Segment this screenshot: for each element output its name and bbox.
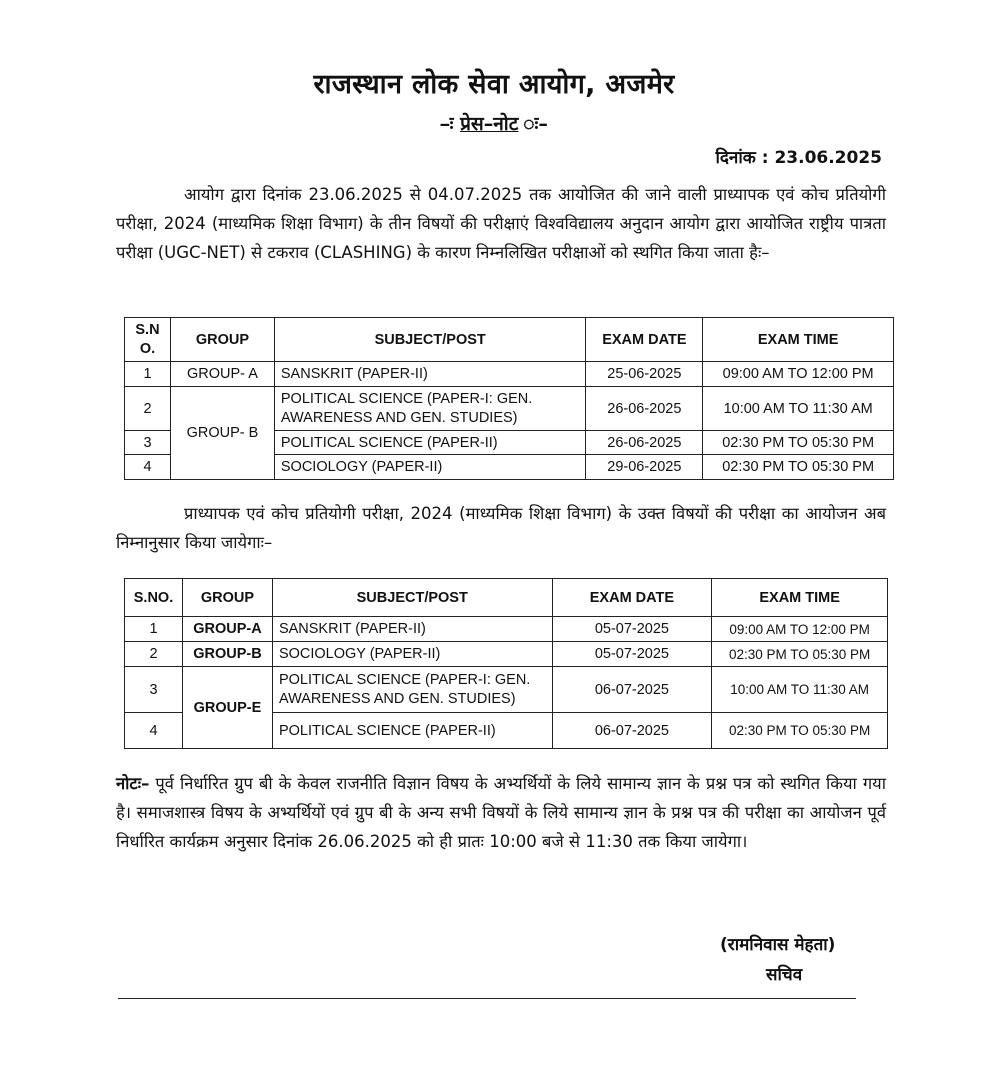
- cell-subject: SANSKRIT (PAPER-II): [272, 617, 552, 642]
- cell-sno: 2: [125, 642, 183, 667]
- cell-sno: 4: [125, 713, 183, 749]
- cell-sno: 3: [125, 431, 171, 455]
- cell-time: 02:30 PM TO 05:30 PM: [712, 642, 888, 667]
- cell-group: GROUP-E: [182, 667, 272, 749]
- cell-group: GROUP-B: [182, 642, 272, 667]
- signatory-designation: सचिव: [766, 965, 803, 985]
- cell-date: 29-06-2025: [586, 455, 703, 480]
- col-header-subject: SUBJECT/POST: [272, 579, 552, 617]
- note-label: नोटः–: [116, 774, 150, 793]
- col-header-sno: S.NO.: [125, 579, 183, 617]
- commission-title: राजस्थान लोक सेवा आयोग, अजमेर: [313, 69, 675, 100]
- cell-sno: 3: [125, 667, 183, 713]
- cell-time: 09:00 AM TO 12:00 PM: [703, 362, 894, 387]
- table-row: [125, 387, 894, 431]
- cell-sno: 2: [125, 387, 171, 431]
- cell-date: 26-06-2025: [586, 387, 703, 431]
- note-paragraph: [116, 769, 886, 856]
- col-header-date: EXAM DATE: [586, 318, 703, 362]
- cell-time: 09:00 AM TO 12:00 PM: [712, 617, 888, 642]
- heading-text: प्रेस–नोट: [460, 113, 519, 135]
- cell-subject: POLITICAL SCIENCE (PAPER-II): [274, 431, 586, 455]
- table-header-row: [125, 579, 888, 617]
- signatory-name: (रामनिवास मेहता): [720, 935, 836, 955]
- press-note-date: [715, 145, 882, 168]
- cell-subject: SANSKRIT (PAPER-II): [274, 362, 586, 387]
- cell-time: 02:30 PM TO 05:30 PM: [712, 713, 888, 749]
- cell-subject: POLITICAL SCIENCE (PAPER-I: GEN. AWARENESS AND GEN. STUDIES): [274, 387, 586, 431]
- col-header-subject: SUBJECT/POST: [274, 318, 586, 362]
- cell-date: 06-07-2025: [552, 667, 712, 713]
- cell-group: GROUP-A: [182, 617, 272, 642]
- reschedule-paragraph: प्राध्यापक एवं कोच प्रतियोगी परीक्षा, 2024 (माध्यमिक शिक्षा विभाग) के उक्त विषयों की परीक्षा का आयोजन अब निम्नानुसार किया जायेगाः–: [116, 504, 886, 552]
- cell-sno: 1: [125, 617, 183, 642]
- cell-subject: SOCIOLOGY (PAPER-II): [274, 455, 586, 480]
- cell-subject: SOCIOLOGY (PAPER-II): [272, 642, 552, 667]
- cell-sno: 1: [125, 362, 171, 387]
- cell-subject: POLITICAL SCIENCE (PAPER-I: GEN. AWARENESS AND GEN. STUDIES): [272, 667, 552, 713]
- cell-sno: 4: [125, 455, 171, 480]
- cell-subject: POLITICAL SCIENCE (PAPER-II): [272, 713, 552, 749]
- col-header-group: GROUP: [170, 318, 274, 362]
- col-header-date: EXAM DATE: [552, 579, 712, 617]
- col-header-time: EXAM TIME: [703, 318, 894, 362]
- intro-paragraph: आयोग द्वारा दिनांक 23.06.2025 से 04.07.2025 तक आयोजित की जाने वाली प्राध्यापक एवं कोच प्रतियोगी परीक्षा, 2024 (माध्यमिक शिक्षा विभाग) के तीन विषयों की परीक्षाएं विश्वविद्यालय अनुदान आयोग द्वारा आयोजित राष्ट्रीय पात्रता परीक्षा (UGC-NET) से टकराव (CLASHING) के कारण निम्नलिखित परीक्षाओं को स्थगित किया जाता हैः–: [116, 185, 886, 262]
- table-row: [125, 362, 894, 387]
- cell-date: 06-07-2025: [552, 713, 712, 749]
- col-header-group: GROUP: [182, 579, 272, 617]
- heading-suffix: ः–: [538, 113, 548, 135]
- col-header-sno: S.N O.: [125, 318, 171, 362]
- date-label: दिनांक :: [715, 148, 769, 168]
- note-text: पूर्व निर्धारित ग्रुप बी के केवल राजनीति विज्ञान विषय के अभ्यर्थियों के लिये सामान्य ज्ञान के प्रश्न पत्र को स्थगित किया गया है। समाजशास्त्र विषय के अभ्यर्थियों एवं ग्रुप बी के अन्य सभी विषयों के लिये सामान्य ज्ञान के प्रश्न पत्र की परीक्षा का आयोजन पूर्व निर्धारित कार्यक्रम अनुसार दिनांक 26.06.2025 को ही प्रातः 10:00 बजे से 11:30 तक किया जायेगा।: [116, 774, 886, 851]
- table-row: [125, 667, 888, 713]
- table-header-row: [125, 318, 894, 362]
- cell-date: 05-07-2025: [552, 642, 712, 667]
- cell-group: GROUP- A: [170, 362, 274, 387]
- press-note-heading: [0, 110, 988, 136]
- cell-time: 10:00 AM TO 11:30 AM: [712, 667, 888, 713]
- cell-time: 10:00 AM TO 11:30 AM: [703, 387, 894, 431]
- footer-divider: [118, 998, 856, 999]
- table-row: [125, 617, 888, 642]
- cell-date: 26-06-2025: [586, 431, 703, 455]
- date-value: 23.06.2025: [774, 148, 882, 168]
- postponed-exams-table: [124, 317, 894, 480]
- cell-time: 02:30 PM TO 05:30 PM: [703, 455, 894, 480]
- cell-date: 05-07-2025: [552, 617, 712, 642]
- col-header-time: EXAM TIME: [712, 579, 888, 617]
- table-row: [125, 642, 888, 667]
- heading-prefix: –ः: [440, 113, 454, 135]
- rescheduled-exams-table: [124, 578, 888, 749]
- cell-group: GROUP- B: [170, 387, 274, 480]
- cell-time: 02:30 PM TO 05:30 PM: [703, 431, 894, 455]
- cell-date: 25-06-2025: [586, 362, 703, 387]
